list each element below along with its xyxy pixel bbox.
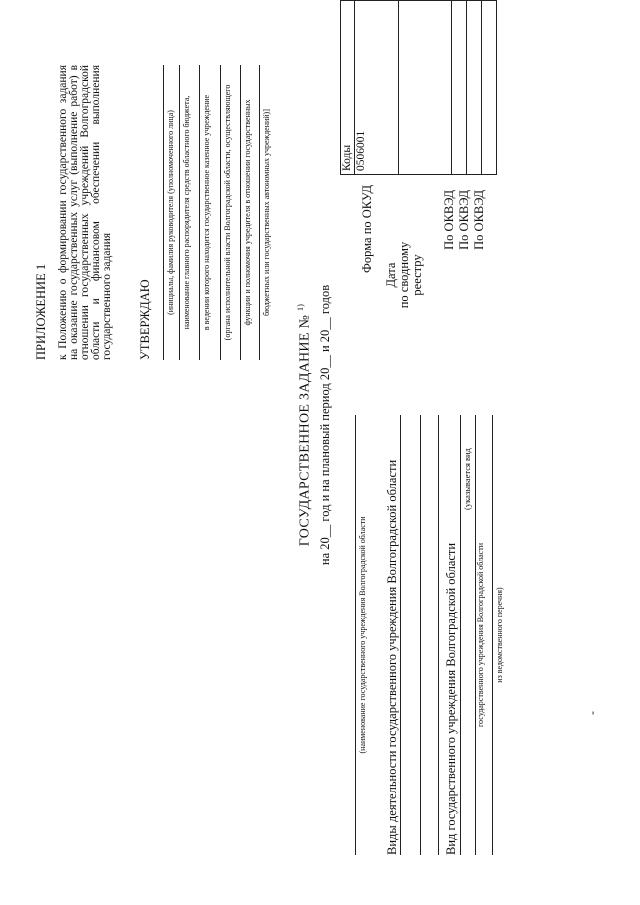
okved-labels xyxy=(442,190,487,315)
appendix-title: ПРИЛОЖЕНИЕ 1 xyxy=(34,263,48,360)
approve-caption-5: функции и полномочия учредителя в отношении государственных xyxy=(243,99,252,326)
date-label-2: по сводному xyxy=(397,241,411,309)
codes-header: Коды xyxy=(341,1,355,175)
type-caption-1: (указывается вид xyxy=(462,448,472,510)
title-footnote: 1) xyxy=(296,303,305,312)
date-label-1: Дата xyxy=(384,262,398,288)
okved-row-3 xyxy=(482,1,497,175)
approve-line-1 xyxy=(163,65,164,360)
type-line-3 xyxy=(492,415,493,855)
type-label: Вид государственного учреждения Волгоградской области xyxy=(444,542,458,855)
approve-line-2 xyxy=(179,65,180,360)
date-label-3: реестру xyxy=(410,254,424,296)
okved-value-1[interactable] xyxy=(452,1,467,175)
okved-value-2[interactable] xyxy=(467,1,482,175)
okud-label: Форма по ОКУД xyxy=(360,185,374,273)
activity-line-1 xyxy=(400,415,401,855)
approve-caption-6: бюджетных или государственных автономных учреждений)] xyxy=(262,109,271,316)
okved-row-2 xyxy=(467,1,482,175)
document-title xyxy=(296,275,314,575)
activity-line-2 xyxy=(420,415,421,855)
document-period: на 20__ год и на плановый период 20__ и 20__ годов xyxy=(318,284,332,566)
approve-caption-1: (инициалы, фамилия руководителя (уполномоченного лица) xyxy=(166,110,175,315)
margin-mark: - xyxy=(585,711,599,715)
approve-caption-4: (органа исполнительной власти Волгоградской области, осуществляющего xyxy=(223,84,232,341)
okved-value-3[interactable] xyxy=(482,1,497,175)
approve-line-3 xyxy=(199,65,200,360)
approve-line-4 xyxy=(220,65,221,360)
institution-caption: (наименование государственного учреждения Волгоградской области xyxy=(358,516,367,754)
approve-line-6 xyxy=(259,65,260,360)
date-label xyxy=(385,205,424,345)
date-value[interactable] xyxy=(399,1,452,175)
okved-row-1 xyxy=(452,1,467,175)
date-row xyxy=(399,1,452,175)
appendix-text: к Положению о формировании государственного задания на оказание государственных услуг (выполнение работ) в отношении государственных учреждений Волгоградской области и финансовом обеспечении выполнения государственного задания xyxy=(57,65,113,360)
codes-table xyxy=(340,0,497,175)
activity-line-3 xyxy=(438,415,439,855)
type-caption-3: из ведомственного перечня) xyxy=(495,587,504,683)
institution-line xyxy=(355,415,356,855)
okved-label-2: По ОКВЭД xyxy=(457,190,471,250)
okud-row xyxy=(355,1,399,175)
codes-header-row xyxy=(341,1,355,175)
approve-caption-2: наименование главного распорядителя средств областного бюджета, xyxy=(182,95,191,330)
activity-label: Виды деятельности государственного учреждения Волгоградской области xyxy=(385,459,399,855)
okved-label-3: По ОКВЭД xyxy=(472,190,486,250)
title-text: ГОСУДАРСТВЕННОЕ ЗАДАНИЕ № xyxy=(297,314,313,547)
type-caption-2: государственного учреждения Волгоградской области xyxy=(476,542,485,728)
approve-heading: УТВЕРЖДАЮ xyxy=(138,279,152,360)
approve-line-5 xyxy=(240,65,241,360)
approve-caption-3: в ведении которого находится государственное казенное учреждение xyxy=(202,94,211,331)
type-line-1 xyxy=(460,415,461,855)
okud-value: 0506001 xyxy=(355,1,399,175)
okved-label-1: По ОКВЭД xyxy=(442,190,456,250)
